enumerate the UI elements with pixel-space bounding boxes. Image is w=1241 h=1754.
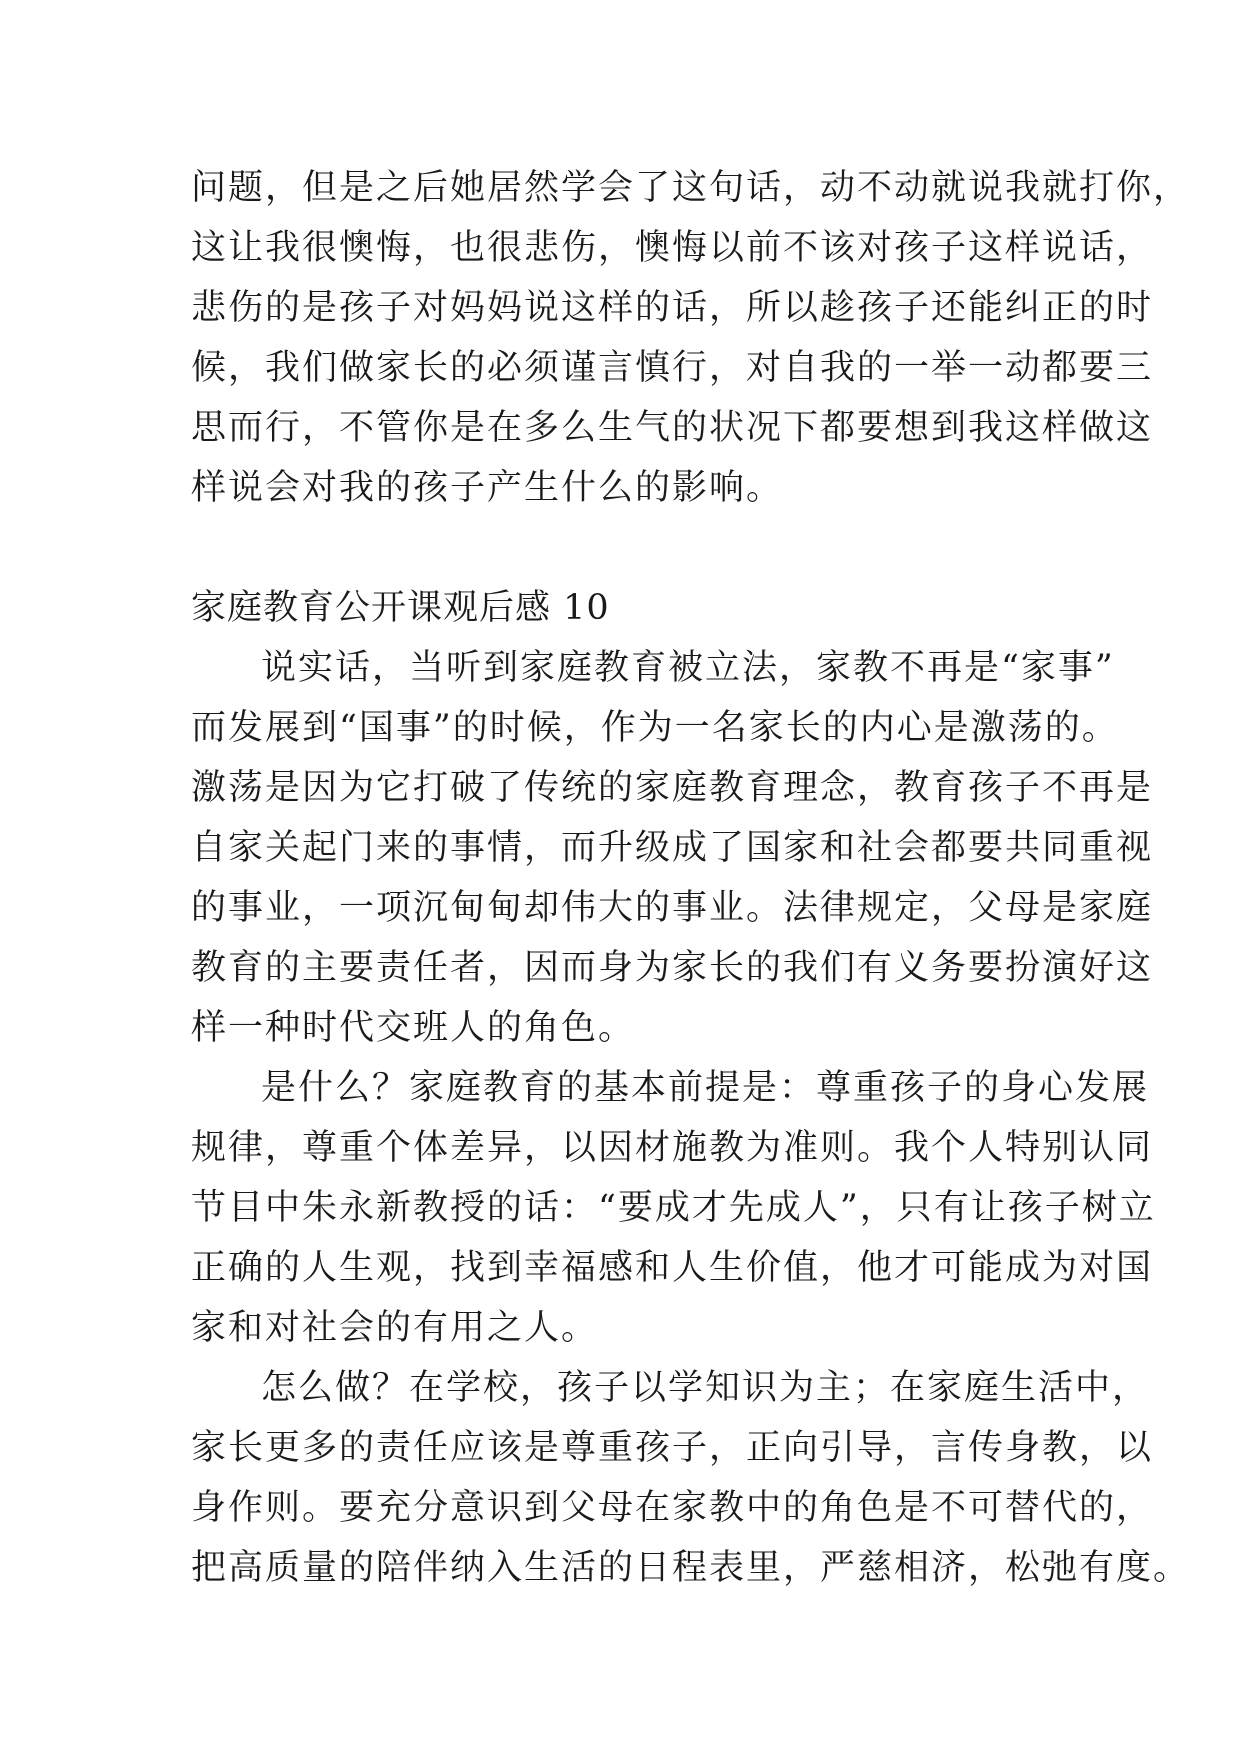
section-title: 家庭教育公开课观后感 10	[191, 588, 610, 628]
paragraph-3	[191, 1358, 1191, 1598]
text-line: 样说会对我的孩子产生什么的影响。	[191, 468, 784, 508]
text-line: 是什么？家庭教育的基本前提是：尊重孩子的身心发展	[261, 1068, 1150, 1108]
text-line: 把高质量的陪伴纳入生活的日程表里，严慈相济，松弛有度。	[191, 1548, 1191, 1588]
text-line: 这让我很懊悔，也很悲伤，懊悔以前不该对孩子这样说话，	[191, 228, 1154, 268]
text-line: 规律，尊重个体差异，以因材施教为准则。我个人特别认同	[191, 1128, 1154, 1168]
text-line: 说实话，当听到家庭教育被立法，家教不再是“家事”	[261, 648, 1115, 688]
text-line: 样一种时代交班人的角色。	[191, 1008, 636, 1048]
text-line: 教育的主要责任者，因而身为家长的我们有义务要扮演好这	[191, 948, 1154, 988]
text-line: 怎么做？在学校，孩子以学知识为主；在家庭生活中，	[261, 1368, 1150, 1408]
text-line: 激荡是因为它打破了传统的家庭教育理念，教育孩子不再是	[191, 768, 1154, 808]
text-line: 身作则。要充分意识到父母在家教中的角色是不可替代的，	[191, 1488, 1154, 1528]
document-body	[191, 158, 1191, 1598]
paragraph-2	[191, 1058, 1156, 1358]
text-line: 悲伤的是孩子对妈妈说这样的话，所以趁孩子还能纠正的时	[191, 288, 1154, 328]
text-line: 家长更多的责任应该是尊重孩子，正向引导，言传身教，以	[191, 1428, 1154, 1468]
text-line: 的事业，一项沉甸甸却伟大的事业。法律规定，父母是家庭	[191, 888, 1154, 928]
text-line: 自家关起门来的事情，而升级成了国家和社会都要共同重视	[191, 828, 1154, 868]
continuation-paragraph	[191, 158, 1191, 518]
text-line: 候，我们做家长的必须谨言慎行，对自我的一举一动都要三	[191, 348, 1154, 388]
text-line: 而发展到“国事”的时候，作为一名家长的内心是激荡的。	[191, 708, 1119, 748]
text-line: 节目中朱永新教授的话：“要成才先成人”，只有让孩子树立	[191, 1188, 1156, 1228]
section-spacer	[191, 518, 1071, 578]
text-line: 思而行，不管你是在多么生气的状况下都要想到我这样做这	[191, 408, 1154, 448]
text-line: 家和对社会的有用之人。	[191, 1308, 599, 1348]
text-line: 正确的人生观，找到幸福感和人生价值，他才可能成为对国	[191, 1248, 1154, 1288]
text-line: 问题，但是之后她居然学会了这句话，动不动就说我就打你，	[191, 168, 1191, 208]
paragraph-1	[191, 638, 1154, 1058]
